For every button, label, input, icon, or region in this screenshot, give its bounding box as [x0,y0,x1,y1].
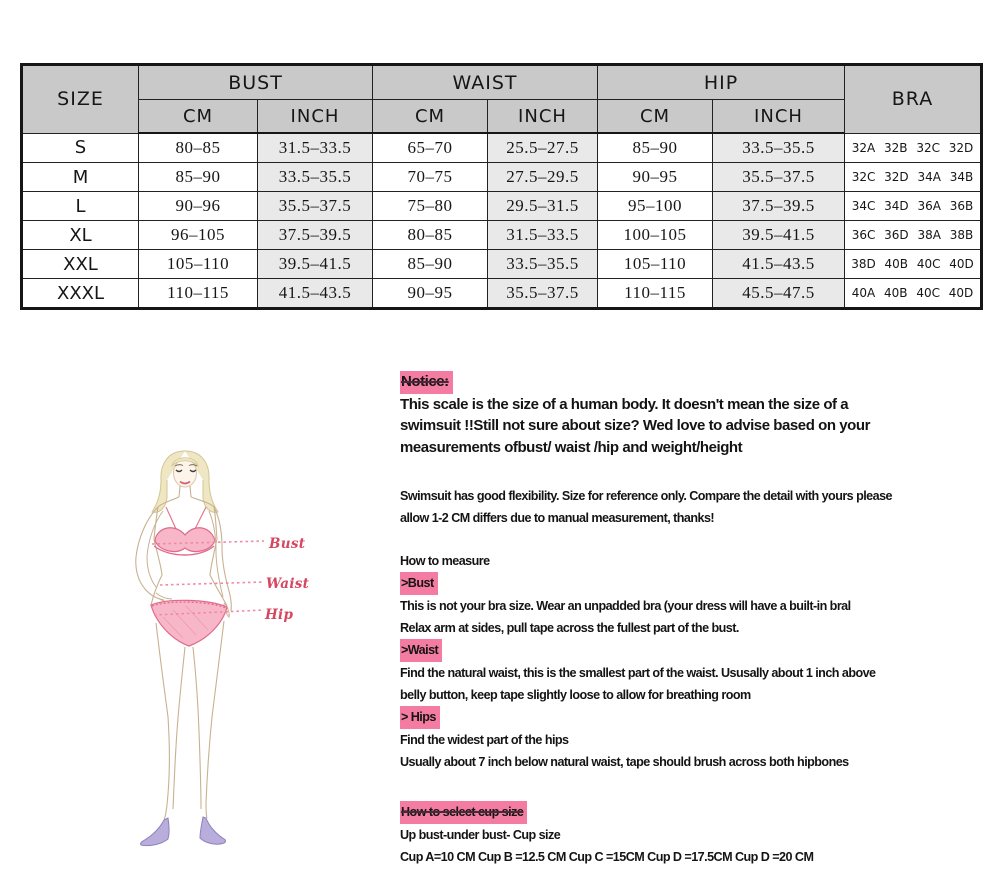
flexibility-line-2: allow 1-2 CM differs due to manual measurement, thanks! [400,511,715,525]
bust-inch-value: 39.5–41.5 [258,250,373,279]
col-header-waist: WAIST [373,65,598,100]
hip-inch-value: 35.5–37.5 [713,163,845,192]
bra-value: 36C 36D 38A 38B [845,221,982,250]
bra-value: 40A 40B 40C 40D [845,279,982,309]
hip-cm-value: 95–100 [598,192,713,221]
hip-label: Hip [265,607,294,623]
waist-label: Waist [266,576,310,592]
size-row-xxxl [22,279,982,309]
bust-label: Bust [269,536,306,552]
hip-cm-header: CM [598,100,713,134]
bust-heading: >Bust [400,572,438,595]
bust-cm-header: CM [139,100,258,134]
col-header-size: SIZE [22,65,139,134]
size-row-xl [22,221,982,250]
notice-line-2: swimsuit !!Still not sure about size? Wed love to advise based on your [400,417,870,434]
size-row-s [22,133,982,163]
measurement-figure [108,447,268,867]
waist-cm-header: CM [373,100,488,134]
hip-inch-value: 33.5–35.5 [713,133,845,163]
size-label: S [22,133,139,163]
size-label: L [22,192,139,221]
notice-heading: Notice: [400,371,453,394]
notice-line-1: This scale is the size of a human body. It doesn't mean the size of a [400,395,849,413]
size-row-xxl [22,250,982,279]
size-row-l [22,192,982,221]
body-figure-illustration [108,447,268,867]
hip-cm-value: 100–105 [598,221,713,250]
size-label: XXL [22,250,139,279]
col-header-bust: BUST [139,65,373,100]
size-label: XL [22,221,139,250]
hips-line-2: Usually about 7 inch below natural waist, tape should brush across both hipbones [400,755,849,769]
hip-cm-value: 105–110 [598,250,713,279]
waist-cm-value: 65–70 [373,133,488,163]
header-row-groups [22,65,982,100]
bra-value: 38D 40B 40C 40D [845,250,982,279]
bust-cm-value: 80–85 [139,133,258,163]
hip-inch-value: 45.5–47.5 [713,279,845,309]
size-chart-table [20,63,983,310]
waist-line-2: belly button, keep tape slightly loose to allow for breathing room [400,688,751,702]
waist-heading: >Waist [400,639,442,662]
waist-cm-value: 90–95 [373,279,488,309]
cup-line-1: Up bust-under bust- Cup size [400,828,561,842]
waist-inch-value: 25.5–27.5 [488,133,598,163]
size-row-m [22,163,982,192]
col-header-hip: HIP [598,65,845,100]
bust-inch-value: 31.5–33.5 [258,133,373,163]
bra-value: 32C 32D 34A 34B [845,163,982,192]
waist-cm-value: 70–75 [373,163,488,192]
waist-inch-value: 29.5–31.5 [488,192,598,221]
bust-inch-value: 35.5–37.5 [258,192,373,221]
bust-cm-value: 85–90 [139,163,258,192]
notice-line-3: measurements ofbust/ waist /hip and weight/height [400,438,743,456]
bust-cm-value: 90–96 [139,192,258,221]
bust-cm-value: 96–105 [139,221,258,250]
bust-line-1: This is not your bra size. Wear an unpadded bra (your dress will have a built-in bral [400,599,851,613]
header-row-units [22,100,982,134]
instructions-panel [400,371,996,868]
bust-inch-value: 37.5–39.5 [258,221,373,250]
hip-cm-value: 90–95 [598,163,713,192]
col-header-bra: BRA [845,65,982,134]
flexibility-line-1: Swimsuit has good flexibility. Size for reference only. Compare the detail with yours please [400,489,892,503]
bra-value: 32A 32B 32C 32D [845,133,982,163]
waist-cm-value: 80–85 [373,221,488,250]
hip-inch-header: INCH [713,100,845,134]
size-label: M [22,163,139,192]
hip-cm-value: 85–90 [598,133,713,163]
size-label: XXXL [22,279,139,309]
bust-inch-value: 33.5–35.5 [258,163,373,192]
waist-line-1: Find the natural waist, this is the smallest part of the waist. Ususally about 1 inch above [400,666,876,680]
waist-inch-value: 31.5–33.5 [488,221,598,250]
hip-inch-value: 39.5–41.5 [713,221,845,250]
bust-cm-value: 105–110 [139,250,258,279]
bra-value: 34C 34D 36A 36B [845,192,982,221]
hip-inch-value: 41.5–43.5 [713,250,845,279]
waist-cm-value: 85–90 [373,250,488,279]
hips-heading: > Hips [400,706,440,729]
bust-line-2: Relax arm at sides, pull tape across the fullest part of the bust. [400,621,739,635]
hip-cm-value: 110–115 [598,279,713,309]
waist-inch-value: 33.5–35.5 [488,250,598,279]
waist-measure-line [160,582,264,585]
bust-inch-header: INCH [258,100,373,134]
waist-inch-header: INCH [488,100,598,134]
bust-cm-value: 110–115 [139,279,258,309]
waist-inch-value: 27.5–29.5 [488,163,598,192]
hips-line-1: Find the widest part of the hips [400,733,569,747]
waist-cm-value: 75–80 [373,192,488,221]
how-to-measure-heading: How to measure [400,554,490,568]
hip-inch-value: 37.5–39.5 [713,192,845,221]
cup-size-heading: How to select cup size [400,801,527,824]
cup-line-2: Cup A=10 CM Cup B =12.5 CM Cup C =15CM Cup D =17.5CM Cup D =20 CM [400,850,814,864]
bust-inch-value: 41.5–43.5 [258,279,373,309]
waist-inch-value: 35.5–37.5 [488,279,598,309]
